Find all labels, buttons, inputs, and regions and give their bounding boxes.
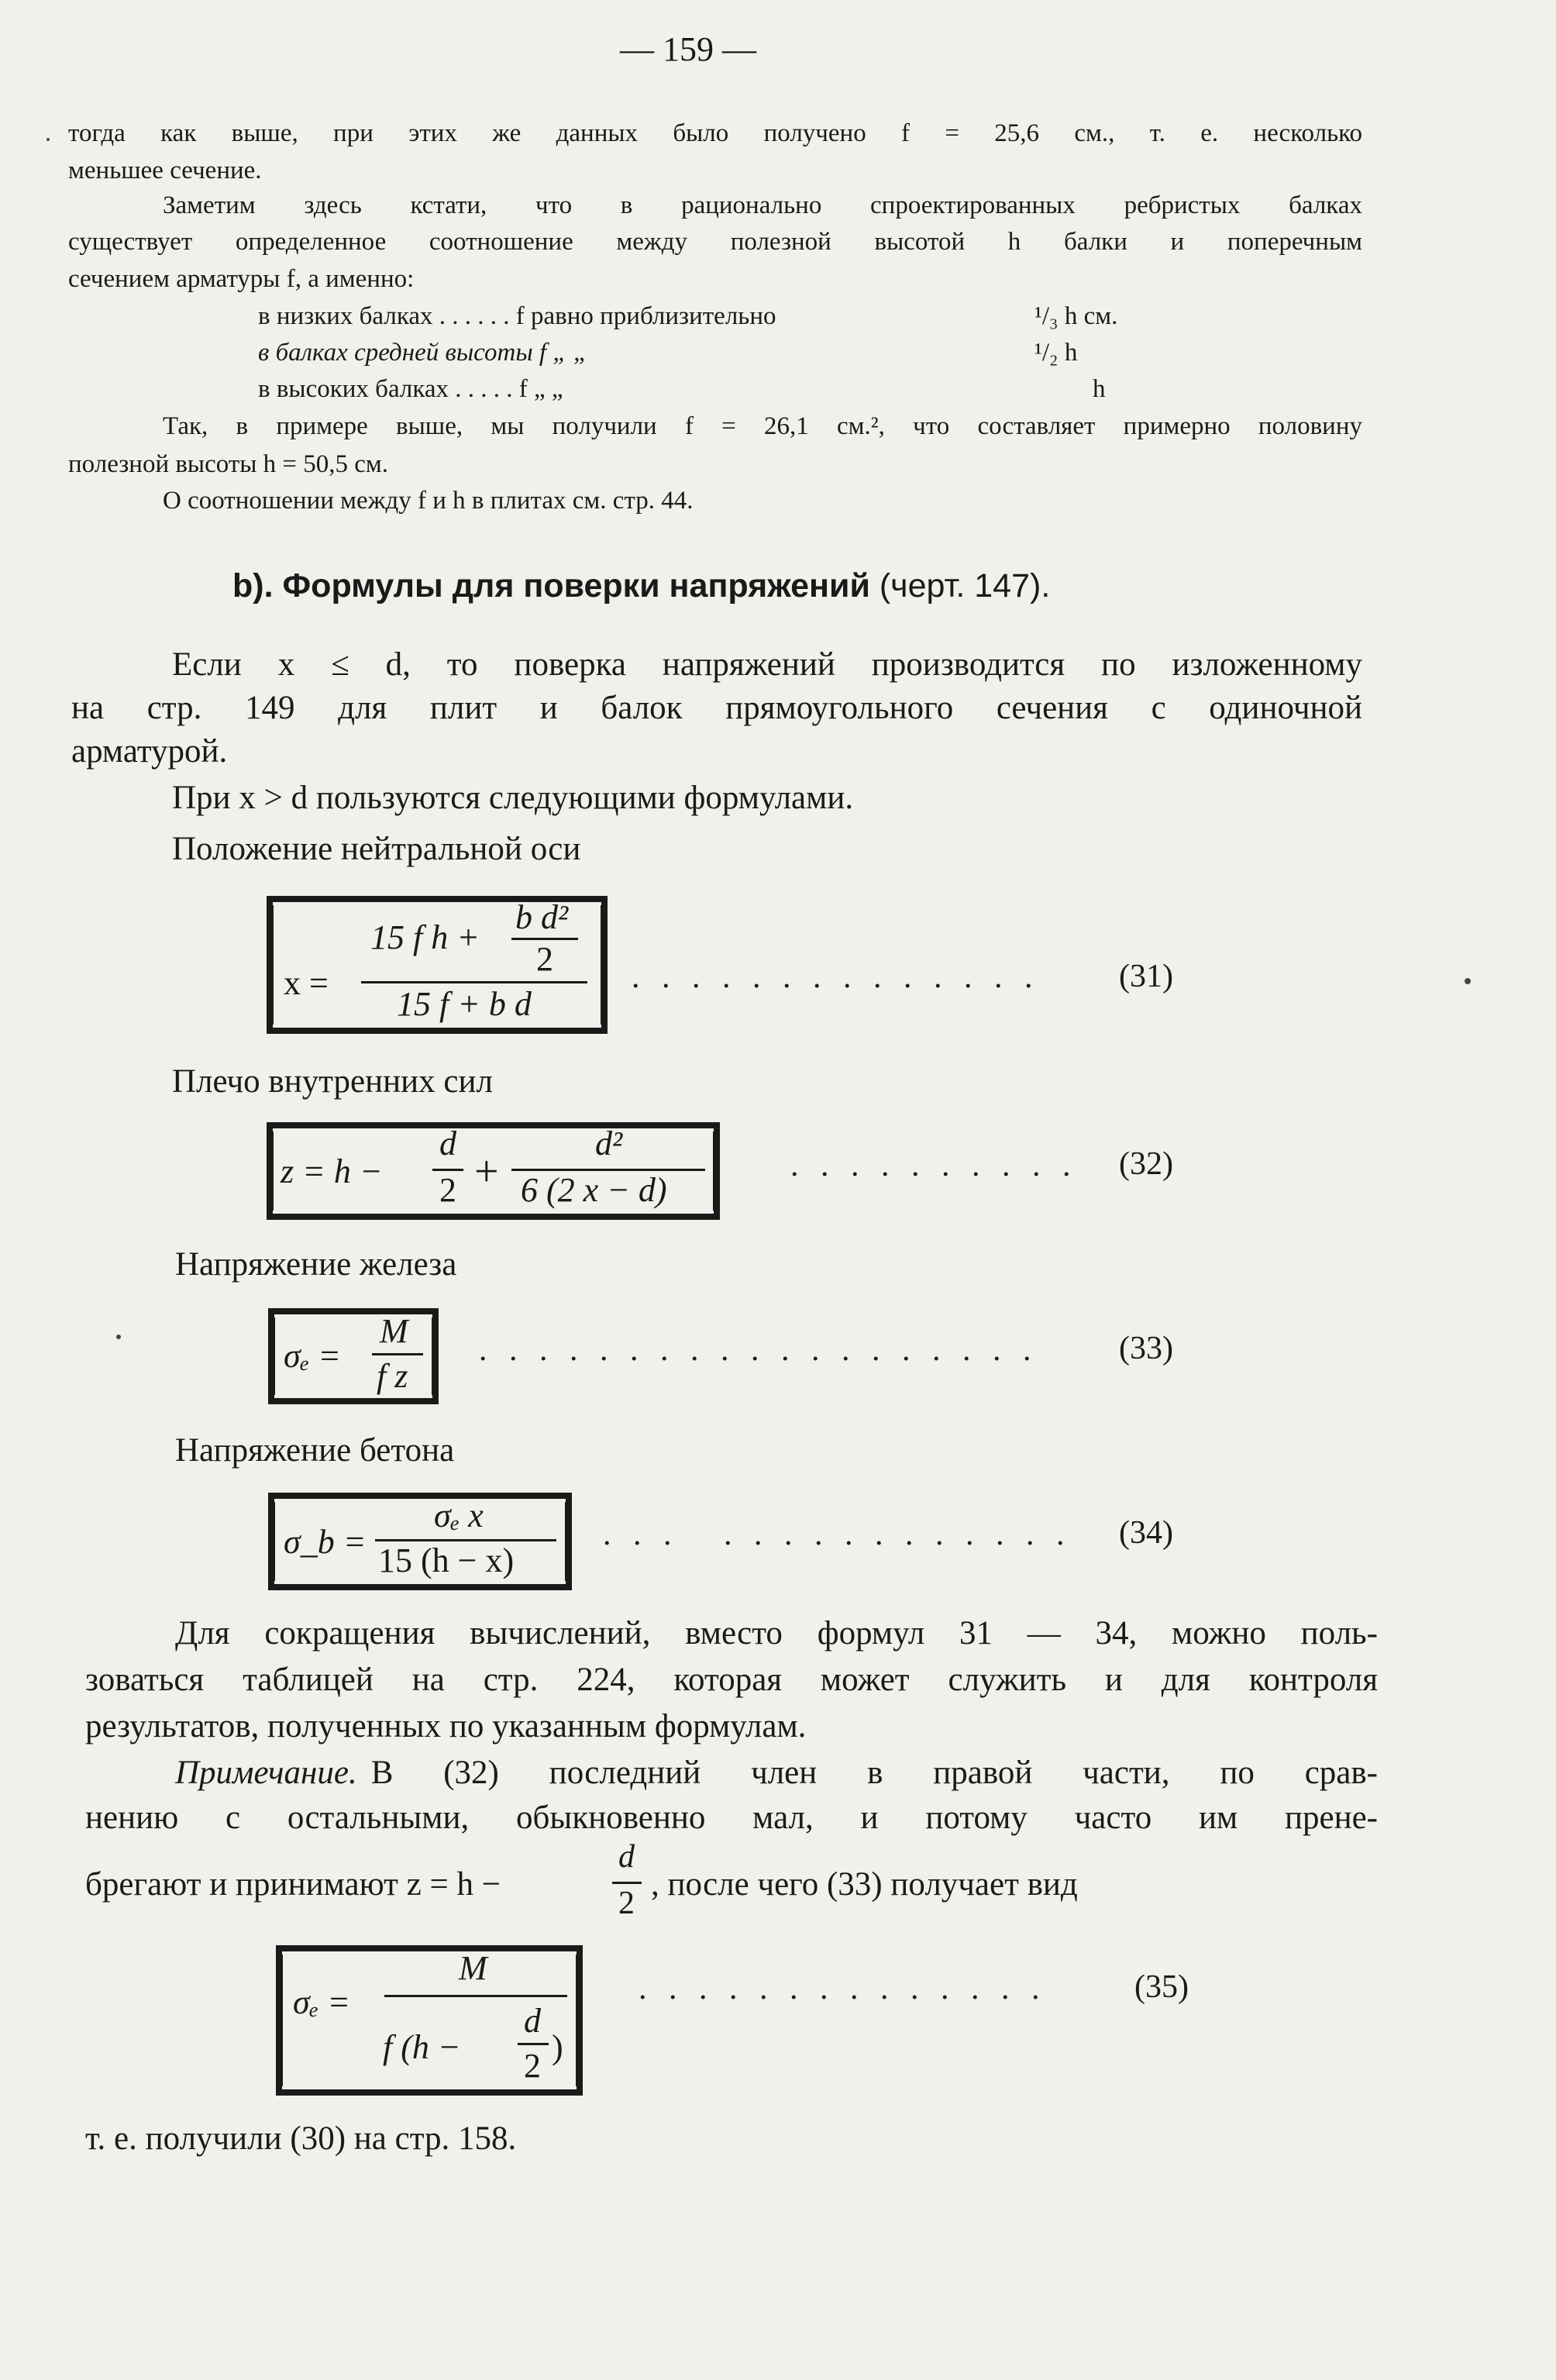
section-title: b). Формулы для поверки напряжений	[232, 567, 870, 604]
formula-31-num: 15 f h +	[370, 918, 480, 956]
note-line: нению с остальными, обыкновенно мал, и потому часто им прене-	[85, 1800, 1378, 1836]
formula-31-number: (31)	[1119, 959, 1173, 994]
formula-35-bar	[384, 1995, 567, 1997]
formula-32-plus: +	[474, 1148, 499, 1196]
note-label: Примечание.	[175, 1755, 357, 1791]
formula-34-number: (34)	[1119, 1515, 1173, 1551]
paragraph-line: О соотношении между f и h в плитах см. стр. 44.	[163, 487, 694, 515]
scan-speck	[1465, 978, 1471, 984]
note-frac-top: d	[618, 1839, 635, 1875]
paragraph-line: тогда как выше, при этих же данных было получено f = 25,6 см., т. е. несколько	[68, 119, 1362, 147]
formula-35-bot-pre: f (h −	[383, 2028, 461, 2066]
note-text: В (32) последний член в правой части, по срав-	[370, 1755, 1378, 1791]
formula-32-leader: . . . . . . . . . .	[790, 1148, 1078, 1183]
paragraph-line: сечением арматуры f, а именно:	[68, 265, 415, 293]
ratio-row-label: в низких балках . . . . . . f равно приблизительно	[258, 302, 776, 330]
scan-speck	[46, 138, 50, 141]
ratio-row-label: в высоких балках . . . . . f „ „	[258, 375, 563, 403]
scan-speck	[116, 1335, 121, 1339]
formula-label: Напряжение бетона	[175, 1432, 455, 1469]
formula-35-bot-frac-bot: 2	[524, 2047, 541, 2085]
paragraph-line: полезной высоты h = 50,5 см.	[68, 450, 389, 478]
formula-33-top: M	[380, 1312, 408, 1350]
formula-34-top: σₑ x	[434, 1497, 484, 1534]
formula-35-bot-frac-bar	[518, 2043, 549, 2045]
paragraph-line: Заметим здесь кстати, что в рационально спроектированных ребристых балках	[163, 191, 1362, 219]
ratio-row-value: h	[1093, 375, 1106, 403]
formula-35-number: (35)	[1134, 1969, 1189, 2005]
note-line	[175, 1751, 1378, 1795]
formula-34-leader: . . . . . . . . . . . . . . .	[603, 1517, 1072, 1552]
formula-32-t1-top: d	[439, 1125, 456, 1162]
formula-32-t2-top: d²	[595, 1125, 623, 1162]
formula-34-bot: 15 (h − x)	[378, 1541, 515, 1579]
ratio-row-value: ¹/₃ h см.	[1034, 302, 1118, 330]
formula-35-bot-post: )	[552, 2028, 563, 2066]
formula-32-lhs: z = h −	[281, 1152, 383, 1190]
paragraph-line: Так, в примере выше, мы получили f = 26,1 см.², что составляет примерно половину	[163, 412, 1362, 440]
paragraph-line: результатов, полученных по указанным формулам.	[85, 1708, 807, 1745]
formula-33-lhs: σₑ =	[284, 1337, 341, 1375]
paragraph-line: Если x ≤ d, то поверка напряжений производится по изложенному	[172, 646, 1362, 683]
paragraph-line: на стр. 149 для плит и балок прямоугольного сечения с одиночной	[71, 690, 1362, 726]
formula-31-num-frac-bot: 2	[536, 940, 553, 978]
paragraph-line: существует определенное соотношение между полезной высотой h балки и поперечным	[68, 228, 1362, 256]
note-frac-bot: 2	[618, 1886, 635, 1921]
formula-35-leader: . . . . . . . . . . . . . .	[639, 1971, 1047, 2006]
formula-33-bot: f z	[377, 1357, 408, 1395]
ratio-row-value: ¹/₂ h	[1034, 339, 1078, 367]
note-line-pre: брегают и принимают z = h −	[85, 1866, 501, 1903]
paragraph-line: меньшее сечение.	[68, 157, 262, 184]
formula-35-bot-frac-top: d	[524, 2002, 541, 2040]
formula-34-lhs: σ_b =	[284, 1523, 367, 1561]
ratio-row-label: в балках средней высоты f „ „	[258, 339, 588, 367]
formula-label: Плечо внутренних сил	[172, 1063, 493, 1100]
formula-35-top: M	[459, 1949, 487, 1987]
note-line-post: , после чего (33) получает вид	[651, 1866, 1078, 1903]
formula-label: Напряжение железа	[175, 1246, 457, 1283]
section-ref: (черт. 147).	[879, 567, 1051, 604]
closing-line: т. е. получили (30) на стр. 158.	[85, 2120, 517, 2157]
formula-31-den: 15 f + b d	[397, 985, 532, 1023]
formula-33-leader: . . . . . . . . . . . . . . . . . . .	[479, 1332, 1038, 1368]
formula-33-bar	[372, 1353, 423, 1355]
paragraph-line: зоваться таблицей на стр. 224, которая может служить и для контроля	[85, 1662, 1378, 1698]
formula-31-lhs: x =	[284, 964, 329, 1002]
formula-32-t2-bot: 6 (2 x − d)	[521, 1171, 667, 1209]
paragraph-line: арматурой.	[71, 733, 228, 770]
page-number: — 159 —	[620, 30, 756, 68]
formula-31-num-frac-top: b d²	[515, 898, 569, 936]
formula-31-bar	[361, 981, 587, 983]
formula-label: Положение нейтральной оси	[172, 831, 581, 867]
section-heading	[232, 567, 1050, 605]
paragraph-line: При x > d пользуются следующими формулами.	[172, 780, 854, 816]
formula-32-t1-bot: 2	[439, 1171, 456, 1209]
formula-32-number: (32)	[1119, 1146, 1173, 1182]
paragraph-line: Для сокращения вычислений, вместо формул 31 — 34, можно поль-	[175, 1615, 1378, 1652]
formula-35-lhs: σₑ =	[293, 1983, 350, 2021]
formula-31-leader: . . . . . . . . . . . . . .	[632, 959, 1040, 995]
formula-33-number: (33)	[1119, 1331, 1173, 1366]
note-frac-bar	[612, 1882, 642, 1884]
